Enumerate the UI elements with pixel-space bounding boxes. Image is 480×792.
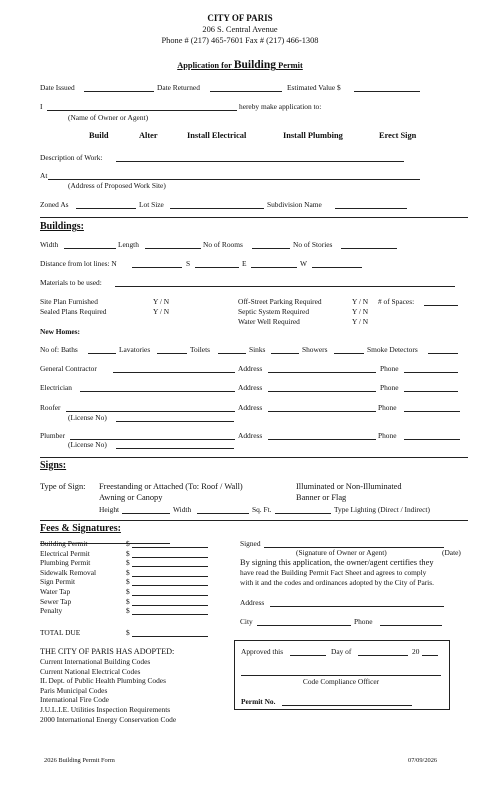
fee-amount-field[interactable] — [132, 606, 208, 615]
sign-option-illuminated[interactable]: Illuminated or Non-Illuminated — [296, 482, 402, 491]
lot-size-field[interactable] — [170, 200, 264, 209]
option-build[interactable]: Build — [89, 131, 109, 140]
lavatories-label: Lavatories — [119, 345, 151, 354]
at-label: At — [40, 171, 48, 180]
date-caption: (Date) — [442, 548, 461, 557]
worksite-address-caption: (Address of Proposed Work Site) — [68, 181, 166, 190]
sinks-field[interactable] — [271, 345, 299, 354]
approved-label: Approved this — [241, 647, 284, 656]
toilets-label: Toilets — [190, 345, 211, 354]
fee-currency: $ — [126, 596, 130, 606]
total-due-field[interactable] — [132, 628, 208, 637]
form-title — [0, 59, 480, 71]
distance-e-field[interactable] — [251, 259, 297, 268]
fee-currency: $ — [126, 548, 130, 558]
signer-phone-field[interactable] — [380, 617, 442, 626]
fee-item-label: Sewer Tap — [40, 596, 72, 606]
plumber-license-label: (License No) — [68, 440, 107, 449]
fee-item-label: Penalty — [40, 606, 63, 616]
rooms-field[interactable] — [252, 240, 290, 249]
total-due-currency: $ — [126, 628, 130, 637]
permit-no-field[interactable] — [282, 697, 412, 706]
adopted-code-item: Current National Electrical Codes — [40, 666, 141, 676]
plumber-phone-field[interactable] — [404, 431, 460, 440]
fee-currency: $ — [126, 577, 130, 587]
sign-width-label: Width — [173, 505, 192, 514]
distance-n-field[interactable] — [132, 259, 182, 268]
site-plan-label: Site Plan Furnished — [40, 297, 98, 306]
plumber-field[interactable] — [70, 431, 235, 440]
fee-currency: $ — [126, 587, 130, 596]
owner-name-caption: (Name of Owner or Agent) — [68, 113, 149, 122]
fee-amount-field[interactable] — [132, 539, 208, 548]
signer-address-label: Address — [240, 598, 265, 607]
fee-item-label: Electrical Permit — [40, 548, 90, 558]
date-returned-label: Date Returned — [157, 83, 200, 92]
zoned-label: Zoned As — [40, 200, 69, 209]
signed-label: Signed — [240, 539, 261, 548]
electrician-phone-field[interactable] — [404, 383, 458, 392]
plumber-address-label: Address — [238, 431, 263, 440]
sinks-label: Sinks — [249, 345, 266, 354]
site-plan-yn[interactable]: Y / N — [153, 297, 170, 306]
parking-yn[interactable]: Y / N — [352, 297, 369, 306]
fee-currency: $ — [126, 606, 130, 616]
city-address: 206 S. Central Avenue — [202, 25, 278, 34]
permit-no-label: Permit No. — [241, 697, 276, 706]
option-install-plumbing[interactable]: Install Plumbing — [283, 131, 343, 140]
day-of-label: Day of — [331, 647, 352, 656]
adopted-heading: THE CITY OF PARIS HAS ADOPTED: — [40, 647, 175, 656]
adopted-code-item: J.U.L.I.E. Utilities Inspection Requirements — [40, 705, 171, 714]
signer-phone-label: Phone — [354, 617, 373, 626]
approved-month-field[interactable] — [358, 647, 408, 656]
stories-label: No of Stories — [293, 240, 333, 249]
parking-label: Off-Street Parking Required — [238, 297, 322, 306]
plumber-license-field[interactable] — [116, 440, 234, 449]
gc-field[interactable] — [113, 364, 235, 373]
zoned-field[interactable] — [76, 200, 136, 209]
total-due-label: TOTAL DUE — [40, 628, 81, 637]
fee-currency: $ — [126, 539, 130, 548]
gc-address-field[interactable] — [268, 364, 376, 373]
roofer-address-label: Address — [238, 403, 263, 412]
officer-signature-line[interactable] — [241, 675, 441, 676]
showers-label: Showers — [302, 345, 328, 354]
fee-amount-field[interactable] — [132, 587, 208, 596]
width-label: Width — [40, 240, 59, 249]
fee-currency: $ — [126, 558, 130, 568]
signer-address-field[interactable] — [270, 598, 444, 607]
sign-option-freestanding[interactable]: Freestanding or Attached (To: Roof / Wall) — [99, 482, 243, 491]
new-homes-label: New Homes: — [40, 327, 81, 336]
septic-yn[interactable]: Y / N — [352, 307, 369, 316]
sign-sqft-label: Sq. Ft. — [252, 505, 272, 514]
distance-label: Distance from lot lines: N — [40, 259, 117, 268]
officer-caption: Code Compliance Officer — [302, 677, 380, 686]
gc-label: General Contractor — [40, 364, 97, 373]
option-alter[interactable]: Alter — [139, 131, 158, 140]
water-well-label: Water Well Required — [238, 317, 300, 326]
divider — [40, 520, 468, 521]
water-well-yn[interactable]: Y / N — [352, 317, 369, 326]
distance-s-label: S — [186, 259, 191, 268]
fees-heading: Fees & Signatures: — [40, 523, 121, 534]
gc-phone-field[interactable] — [404, 364, 458, 373]
fee-amount-field[interactable] — [132, 597, 208, 606]
option-install-electrical[interactable]: Install Electrical — [187, 131, 247, 140]
signs-heading: Signs: — [40, 460, 67, 471]
approved-year-field[interactable] — [422, 647, 438, 656]
date-returned-field[interactable] — [210, 83, 282, 92]
sign-type-label: Type of Sign: — [40, 482, 86, 491]
signature-caption: (Signature of Owner or Agent) — [296, 548, 387, 557]
description-label: Description of Work: — [40, 153, 103, 162]
certify-line-3: with it and the codes and ordinances adopted by the City of Paris. — [240, 578, 434, 587]
sign-lighting-label: Type Lighting (Direct / Indirect) — [334, 505, 430, 514]
sign-width-field[interactable] — [197, 505, 249, 514]
length-field[interactable] — [145, 240, 201, 249]
toilets-field[interactable] — [218, 345, 246, 354]
septic-label: Septic System Required — [238, 307, 310, 316]
roofer-phone-field[interactable] — [404, 403, 460, 412]
signer-city-label: City — [240, 617, 253, 626]
baths-field[interactable] — [88, 345, 116, 354]
i-label: I — [40, 102, 43, 111]
fee-amount-field[interactable] — [132, 558, 208, 567]
lavatories-field[interactable] — [157, 345, 187, 354]
sign-option-banner[interactable]: Banner or Flag — [296, 493, 347, 502]
sign-height-label: Height — [99, 505, 120, 514]
fee-item-label: Sign Permit — [40, 577, 76, 587]
sign-sqft-field[interactable] — [275, 505, 331, 514]
estimated-value-field[interactable] — [354, 83, 420, 92]
adopted-code-item: IL Dept. of Public Health Plumbing Codes — [40, 676, 166, 686]
plumber-label: Plumber — [40, 431, 66, 440]
certify-line-1: By signing this application, the owner/agent certifies they — [240, 558, 434, 567]
gc-phone-label: Phone — [380, 364, 399, 373]
adopted-code-item: Paris Municipal Codes — [40, 685, 108, 695]
adopted-code-item: 2000 International Energy Conservation Code — [40, 714, 177, 724]
footer-date: 07/09/2026 — [408, 757, 438, 764]
year-prefix: 20 — [412, 647, 420, 656]
electrician-phone-label: Phone — [380, 383, 399, 392]
sealed-plans-yn[interactable]: Y / N — [153, 307, 170, 316]
electrician-address-label: Address — [238, 383, 263, 392]
electrician-field[interactable] — [80, 383, 235, 392]
option-erect-sign[interactable]: Erect Sign — [379, 131, 417, 140]
divider — [40, 457, 468, 458]
signer-city-field[interactable] — [257, 617, 351, 626]
fee-amount-field[interactable] — [132, 549, 208, 558]
fee-amount-field[interactable] — [132, 577, 208, 586]
plumber-phone-label: Phone — [378, 431, 397, 440]
description-field[interactable] — [116, 153, 404, 162]
estimated-value-label: Estimated Value $ — [287, 83, 341, 92]
subdivision-field[interactable] — [335, 200, 407, 209]
distance-e-label: E — [242, 259, 247, 268]
distance-s-field[interactable] — [195, 259, 239, 268]
buildings-heading: Buildings: — [40, 221, 84, 232]
length-label: Length — [118, 240, 139, 249]
sign-option-awning[interactable]: Awning or Canopy — [99, 493, 163, 502]
city-name: CITY OF PARIS — [207, 13, 273, 23]
distance-w-label: W — [300, 259, 307, 268]
roofer-license-label: (License No) — [68, 413, 107, 422]
hereby-text: hereby make application to: — [239, 102, 322, 111]
fee-item-label: Building Permit — [40, 539, 88, 548]
stories-field[interactable] — [341, 240, 397, 249]
date-issued-label: Date Issued — [40, 83, 75, 92]
fee-item-label: Plumbing Permit — [40, 558, 91, 568]
distance-w-field[interactable] — [312, 259, 362, 268]
certify-line-2: have read the Building Permit Fact Sheet and agrees to comply — [240, 568, 427, 577]
materials-field[interactable] — [115, 278, 455, 287]
lot-size-label: Lot Size — [139, 200, 164, 209]
date-issued-field[interactable] — [84, 83, 154, 92]
adopted-code-item: International Fire Code — [40, 695, 109, 705]
sealed-plans-label: Sealed Plans Required — [40, 307, 107, 316]
electrician-label: Electrician — [40, 383, 73, 392]
roofer-phone-label: Phone — [378, 403, 397, 412]
smoke-detectors-label: Smoke Detectors — [367, 345, 418, 354]
smoke-detectors-field[interactable] — [428, 345, 458, 354]
spaces-field[interactable] — [424, 297, 458, 306]
showers-field[interactable] — [334, 345, 364, 354]
city-phones: Phone # (217) 465-7601 Fax # (217) 466-1308 — [161, 36, 319, 45]
approved-day-field[interactable] — [290, 647, 326, 656]
adopted-code-item: Current International Building Codes — [40, 657, 151, 666]
fee-currency: $ — [126, 567, 130, 577]
roofer-field[interactable] — [66, 403, 235, 412]
title-prefix: Application for — [177, 61, 232, 70]
plumber-address-field[interactable] — [268, 431, 376, 440]
sign-height-field[interactable] — [122, 505, 170, 514]
title-main: Building — [233, 59, 277, 71]
rooms-label: No of Rooms — [203, 240, 243, 249]
spaces-label: # of Spaces: — [378, 297, 415, 306]
roofer-label: Roofer — [40, 403, 61, 412]
fee-item-label: Water Tap — [40, 587, 71, 596]
fee-amount-field[interactable] — [132, 568, 208, 577]
divider — [40, 217, 468, 218]
worksite-address-field[interactable] — [48, 171, 420, 180]
gc-address-label: Address — [238, 364, 263, 373]
baths-label: No of: Baths — [40, 345, 78, 354]
title-suffix: Permit — [278, 61, 303, 70]
footer-form-name: 2026 Building Permit Form — [44, 757, 115, 764]
fee-item-label: Sidewalk Removal — [40, 567, 97, 577]
roofer-license-field[interactable] — [116, 413, 234, 422]
electrician-address-field[interactable] — [268, 383, 376, 392]
signature-field[interactable] — [264, 539, 444, 548]
roofer-address-field[interactable] — [268, 403, 376, 412]
subdivision-label: Subdivision Name — [267, 200, 322, 209]
materials-label: Materials to be used: — [40, 278, 102, 287]
owner-name-field[interactable] — [47, 102, 237, 111]
width-field[interactable] — [64, 240, 116, 249]
